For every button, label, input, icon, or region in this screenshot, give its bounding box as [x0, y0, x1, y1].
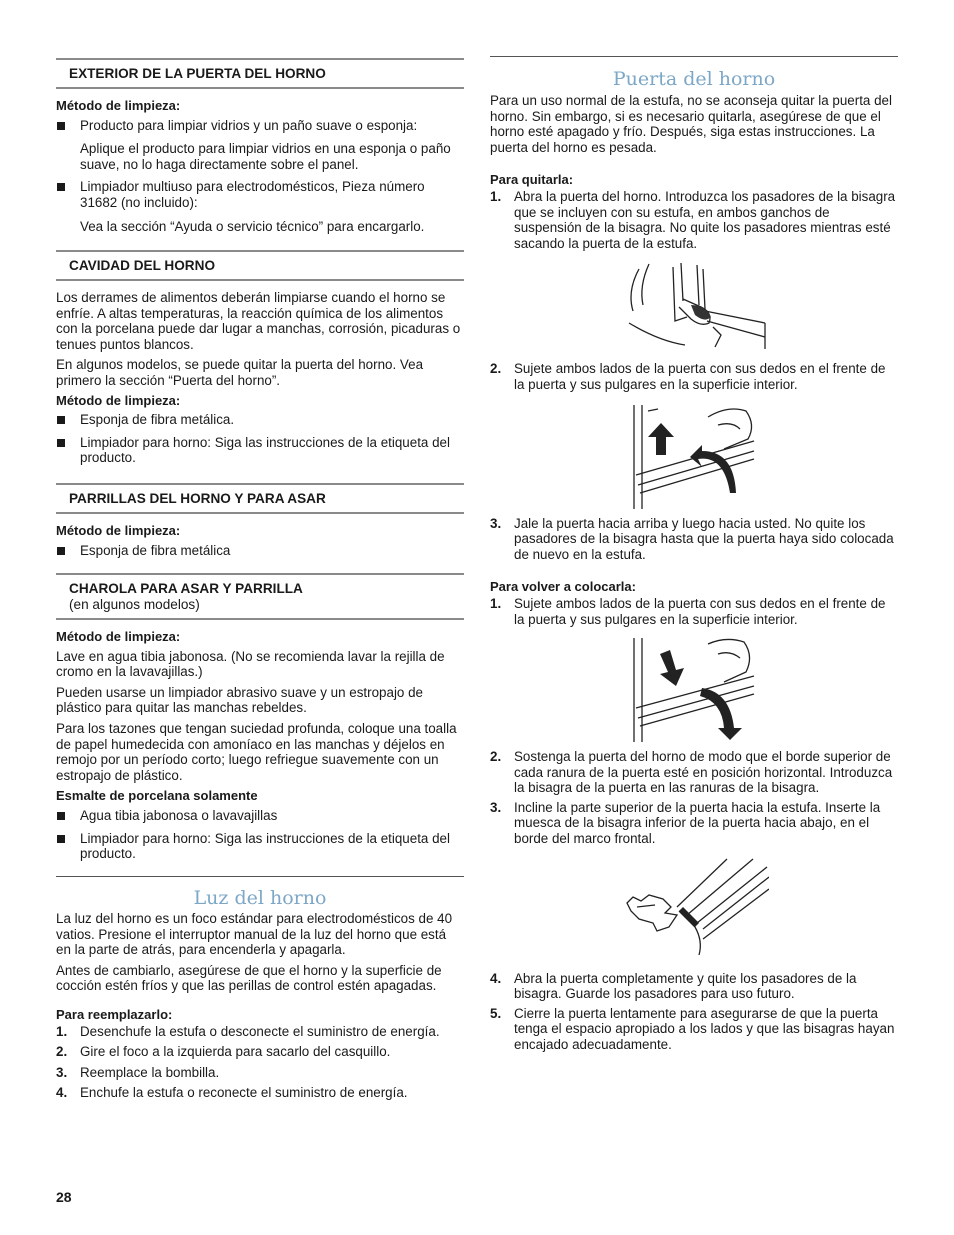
step-item: 1. Desenchufe la estufa o desconecte el suministro de energía.: [56, 1023, 440, 1039]
list-item: Producto para limpiar vidrios y un paño suave o esponja:: [56, 118, 464, 134]
note-text: Aplique el producto para limpiar vidrios en una esponja o paño suave, no lo haga directamente sobre el panel.: [80, 141, 451, 172]
paragraph: Para un uso normal de la estufa, no se aconseja quitar la puerta del horno. Sin embargo, si es necesario quitarla, asegúrese de que el horno esté apagado y frío. Después, siga estas instrucciones. La puerta del horno es pesada.: [490, 93, 892, 155]
section-heading: CHAROLA PARA ASAR Y PARRILLA (en algunos modelos): [56, 573, 464, 620]
section-heading: CAVIDAD DEL HORNO: [56, 250, 464, 281]
step-item: 4. Abra la puerta completamente y quite los pasadores de la bisagra. Guarde los pasadores para uso futuro.: [490, 970, 857, 1002]
enamel-label: Esmalte de porcelana solamente: [56, 788, 258, 804]
paragraph: Para los tazones que tengan suciedad profunda, coloque una toalla de papel humedecida con amoníaco en las manchas y déjelos en remojo por un período corto; luego refriegue suavemente con un estropajo de plástico.: [56, 720, 457, 783]
step-item: 2. Sujete ambos lados de la puerta con sus dedos en el frente de la puerta y sus pulgares en la superficie interior.: [490, 361, 886, 392]
divider: [490, 56, 898, 57]
method-label: Método de limpieza:: [56, 629, 181, 644]
step-item: 3. Reemplace la bombilla.: [56, 1064, 220, 1080]
page-number: 28: [56, 1189, 72, 1205]
bullet-icon: [57, 122, 65, 130]
parrillas-section: [56, 483, 464, 558]
replace-label: Para volver a colocarla:: [490, 579, 636, 595]
paragraph: Antes de cambiarlo, asegúrese de que el horno y la superficie de cocción estén fríos y que las perillas de control estén apagadas.: [56, 962, 442, 994]
replace-steps: [56, 1024, 464, 1101]
hinge-insert-illustration: [619, 857, 769, 959]
paragraph: Lave en agua tibia jabonosa. (No se recomienda lavar la rejilla de cromo en la lavavajillas.): [56, 648, 445, 680]
step-item: 2. Sostenga la puerta del horno de modo que el borde superior de cada ranura de la puerta esté en posición horizontal. Introduzca la bisagra de la puerta en las ranuras de la bisagra.: [490, 749, 893, 796]
section-title: Luz del horno: [193, 887, 327, 909]
section-title: Puerta del horno: [612, 68, 776, 90]
bullet-icon: [57, 416, 65, 424]
list-item: Limpiador para horno: Siga las instrucciones de la etiqueta del producto.: [56, 831, 464, 862]
door-replace-illustration: [630, 636, 758, 742]
exterior-section: [56, 58, 464, 234]
paragraph: La luz del horno es un foco estándar para electrodomésticos de 40 vatios. Presione el interruptor manual de la luz del horno que está en la parte de atrás, para encenderla y apagarla.: [56, 911, 453, 958]
list-item: Limpiador para horno: Siga las instrucciones de la etiqueta del producto.: [56, 435, 464, 466]
paragraph: Los derrames de alimentos deberán limpiarse cuando el horno se enfríe. A altas temperaturas, la reacción química de los alimentos con la porcelana puede dar lugar a manchas, corrosión, picaduras o tenues puntos blancos.: [56, 290, 461, 352]
bullet-icon: [57, 183, 65, 191]
puerta-section: [490, 56, 898, 1053]
list-item: Esponja de fibra metálica.: [56, 412, 464, 428]
step-item: 2. Gire el foco a la izquierda para sacarlo del casquillo.: [56, 1044, 391, 1060]
method-label: Método de limpieza:: [56, 98, 181, 113]
bullet-icon: [57, 812, 65, 820]
bullet-icon: [57, 439, 65, 447]
list-item: Agua tibia jabonosa o lavavajillas: [56, 808, 464, 824]
step-item: 1. Abra la puerta del horno. Introduzca los pasadores de la bisagra que se incluyen con su estufa, en ambos ganchos de suspensión de la bisagra. No quite los pasadores mientras esté sacando la puerta de la estufa.: [490, 188, 896, 251]
method-label: Método de limpieza:: [56, 392, 181, 408]
paragraph: Pueden usarse un limpiador abrasivo suave y un estropajo de plástico para quitar las manchas rebeldes.: [56, 684, 423, 716]
hinge-pin-illustration: [619, 261, 769, 353]
step-item: 1. Sujete ambos lados de la puerta con sus dedos en el frente de la puerta y sus pulgares en la superficie interior.: [490, 595, 886, 627]
step-item: 5. Cierre la puerta lentamente para asegurarse de que la puerta tenga el espacio apropiado a los lados y que las bisagras hayan encajado adecuadamente.: [490, 1005, 895, 1053]
step-item: 3. Jale la puerta hacia arriba y luego hacia usted. No quite los pasadores de la bisagra hasta que la puerta haya sido colocada de nuevo en la estufa.: [490, 515, 894, 562]
list-item: Limpiador multiuso para electrodomésticos, Pieza número 31682 (no incluido):: [56, 179, 464, 210]
door-lift-illustration: [628, 403, 760, 509]
note-text: Vea la sección “Ayuda o servicio técnico” para encargarlo.: [80, 218, 425, 234]
remove-label: Para quitarla:: [490, 172, 574, 188]
step-item: 3. Incline la parte superior de la puerta hacia la estufa. Inserte la muesca de la bisagra inferior de la puerta hacia abajo, en el borde del marco frontal.: [490, 799, 881, 847]
section-heading: EXTERIOR DE LA PUERTA DEL HORNO: [56, 58, 464, 89]
list-item: Esponja de fibra metálica: [56, 543, 464, 559]
charola-section: [56, 573, 464, 862]
cavidad-section: [56, 250, 464, 466]
bullet-icon: [57, 547, 65, 555]
bullet-icon: [57, 835, 65, 843]
method-label: Método de limpieza:: [56, 523, 181, 538]
step-item: 4. Enchufe la estufa o reconecte el suministro de energía.: [56, 1085, 408, 1101]
section-heading: PARRILLAS DEL HORNO Y PARA ASAR: [56, 483, 464, 514]
replace-label: Para reemplazarlo:: [56, 1006, 173, 1022]
paragraph: En algunos modelos, se puede quitar la puerta del horno. Vea primero la sección “Puerta del horno”.: [56, 357, 424, 388]
divider: [56, 876, 464, 877]
luz-section: [56, 876, 464, 1101]
